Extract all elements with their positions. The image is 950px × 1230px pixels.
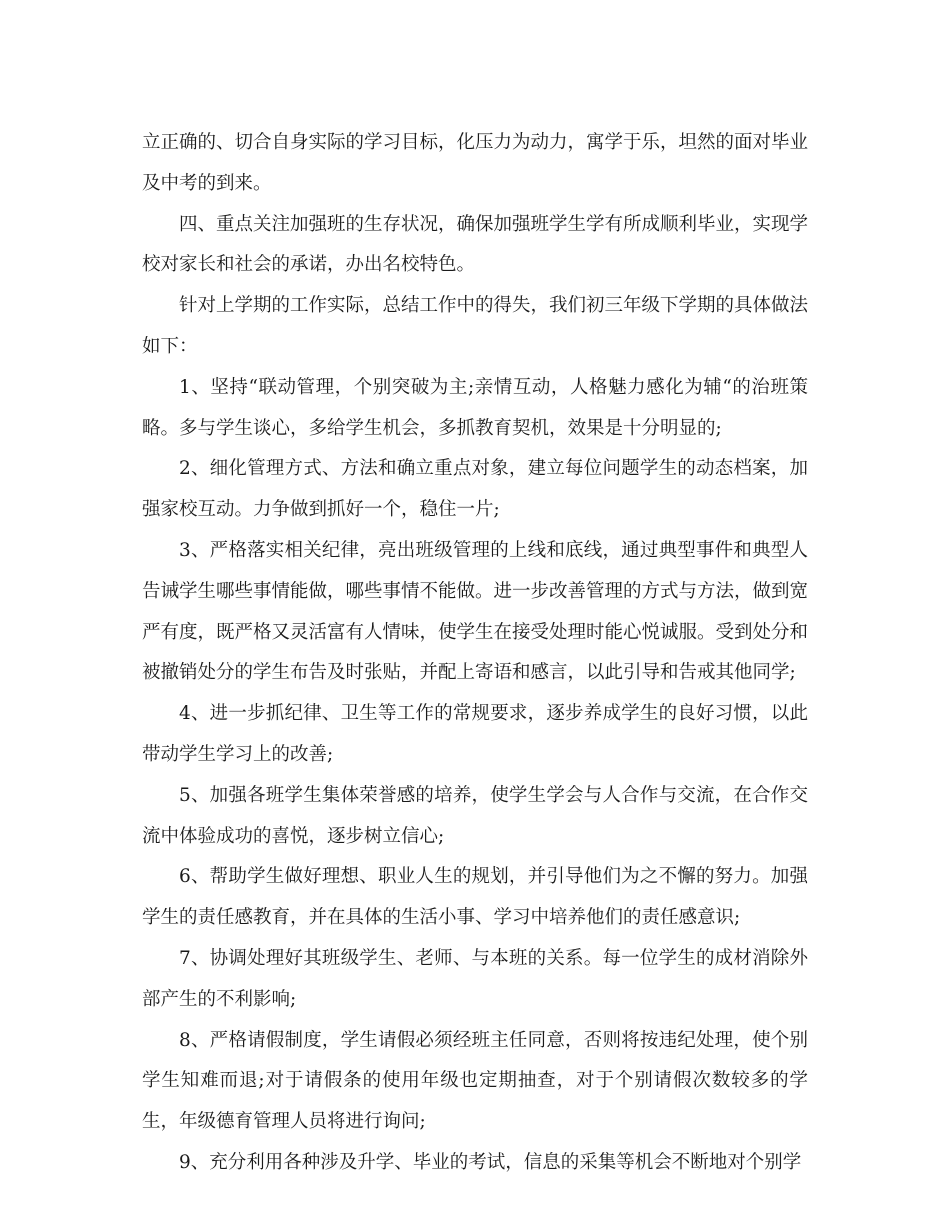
paragraph-item-8: 8、严格请假制度，学生请假必须经班主任同意，否则将按违纪处理，使个别学生知难而退;对于请假条的使用年级也定期抽查，对于个别请假次数较多的学生，年级德育管理人员将进行询问; bbox=[142, 1029, 808, 1133]
paragraph-item-2: 2、细化管理方式、方法和确立重点对象，建立每位问题学生的动态档案，加强家校互动。力争做到抓好一个，稳住一片; bbox=[142, 458, 808, 521]
paragraph-item-1: 1、坚持“联动管理，个别突破为主;亲情互动，人格魅力感化为辅“的治班策略。多与学生谈心，多给学生机会，多抓教育契机，效果是十分明显的; bbox=[142, 376, 808, 439]
paragraph-item-6: 6、帮助学生做好理想、职业人生的规划，并引导他们为之不懈的努力。加强学生的责任感教育，并在具体的生活小事、学习中培养他们的责任感意识; bbox=[142, 866, 808, 929]
paragraph-intro: 针对上学期的工作实际，总结工作中的得失，我们初三年级下学期的具体做法如下： bbox=[142, 295, 809, 357]
paragraph-item-5: 5、加强各班学生集体荣誉感的培养，使学生学会与人合作与交流，在合作交流中体验成功的喜悦，逐步树立信心; bbox=[142, 784, 808, 847]
paragraph-item-3: 3、严格落实相关纪律，亮出班级管理的上线和底线，通过典型事件和典型人告诫学生哪些事情能做，哪些事情不能做。进一步改善管理的方式与方法，做到宽严有度，既严格又灵活富有人情味，使学生在接受处理时能心悦诚服。受到处分和被撤销处分的学生布告及时张贴，并配上寄语和感言，以此引导和告戒其他同学; bbox=[142, 539, 809, 684]
paragraph-continuation: 立正确的、切合自身实际的学习目标，化压力为动力，寓学于乐，坦然的面对毕业及中考的到来。 bbox=[142, 132, 809, 194]
paragraph-item-9: 9、充分利用各种涉及升学、毕业的考试，信息的采集等机会不断地对个别学 bbox=[179, 1151, 802, 1173]
paragraph-item-four: 四、重点关注加强班的生存状况，确保加强班学生学有所成顺利毕业，实现学校对家长和社会的承诺，办出名校特色。 bbox=[142, 213, 809, 276]
paragraph-item-7: 7、协调处理好其班级学生、老师、与本班的关系。每一位学生的成材消除外部产生的不利影响; bbox=[142, 947, 808, 1010]
paragraph-item-4: 4、进一步抓纪律、卫生等工作的常规要求，逐步养成学生的良好习惯，以此带动学生学习上的改善; bbox=[142, 703, 808, 765]
document-body bbox=[142, 123, 808, 1184]
